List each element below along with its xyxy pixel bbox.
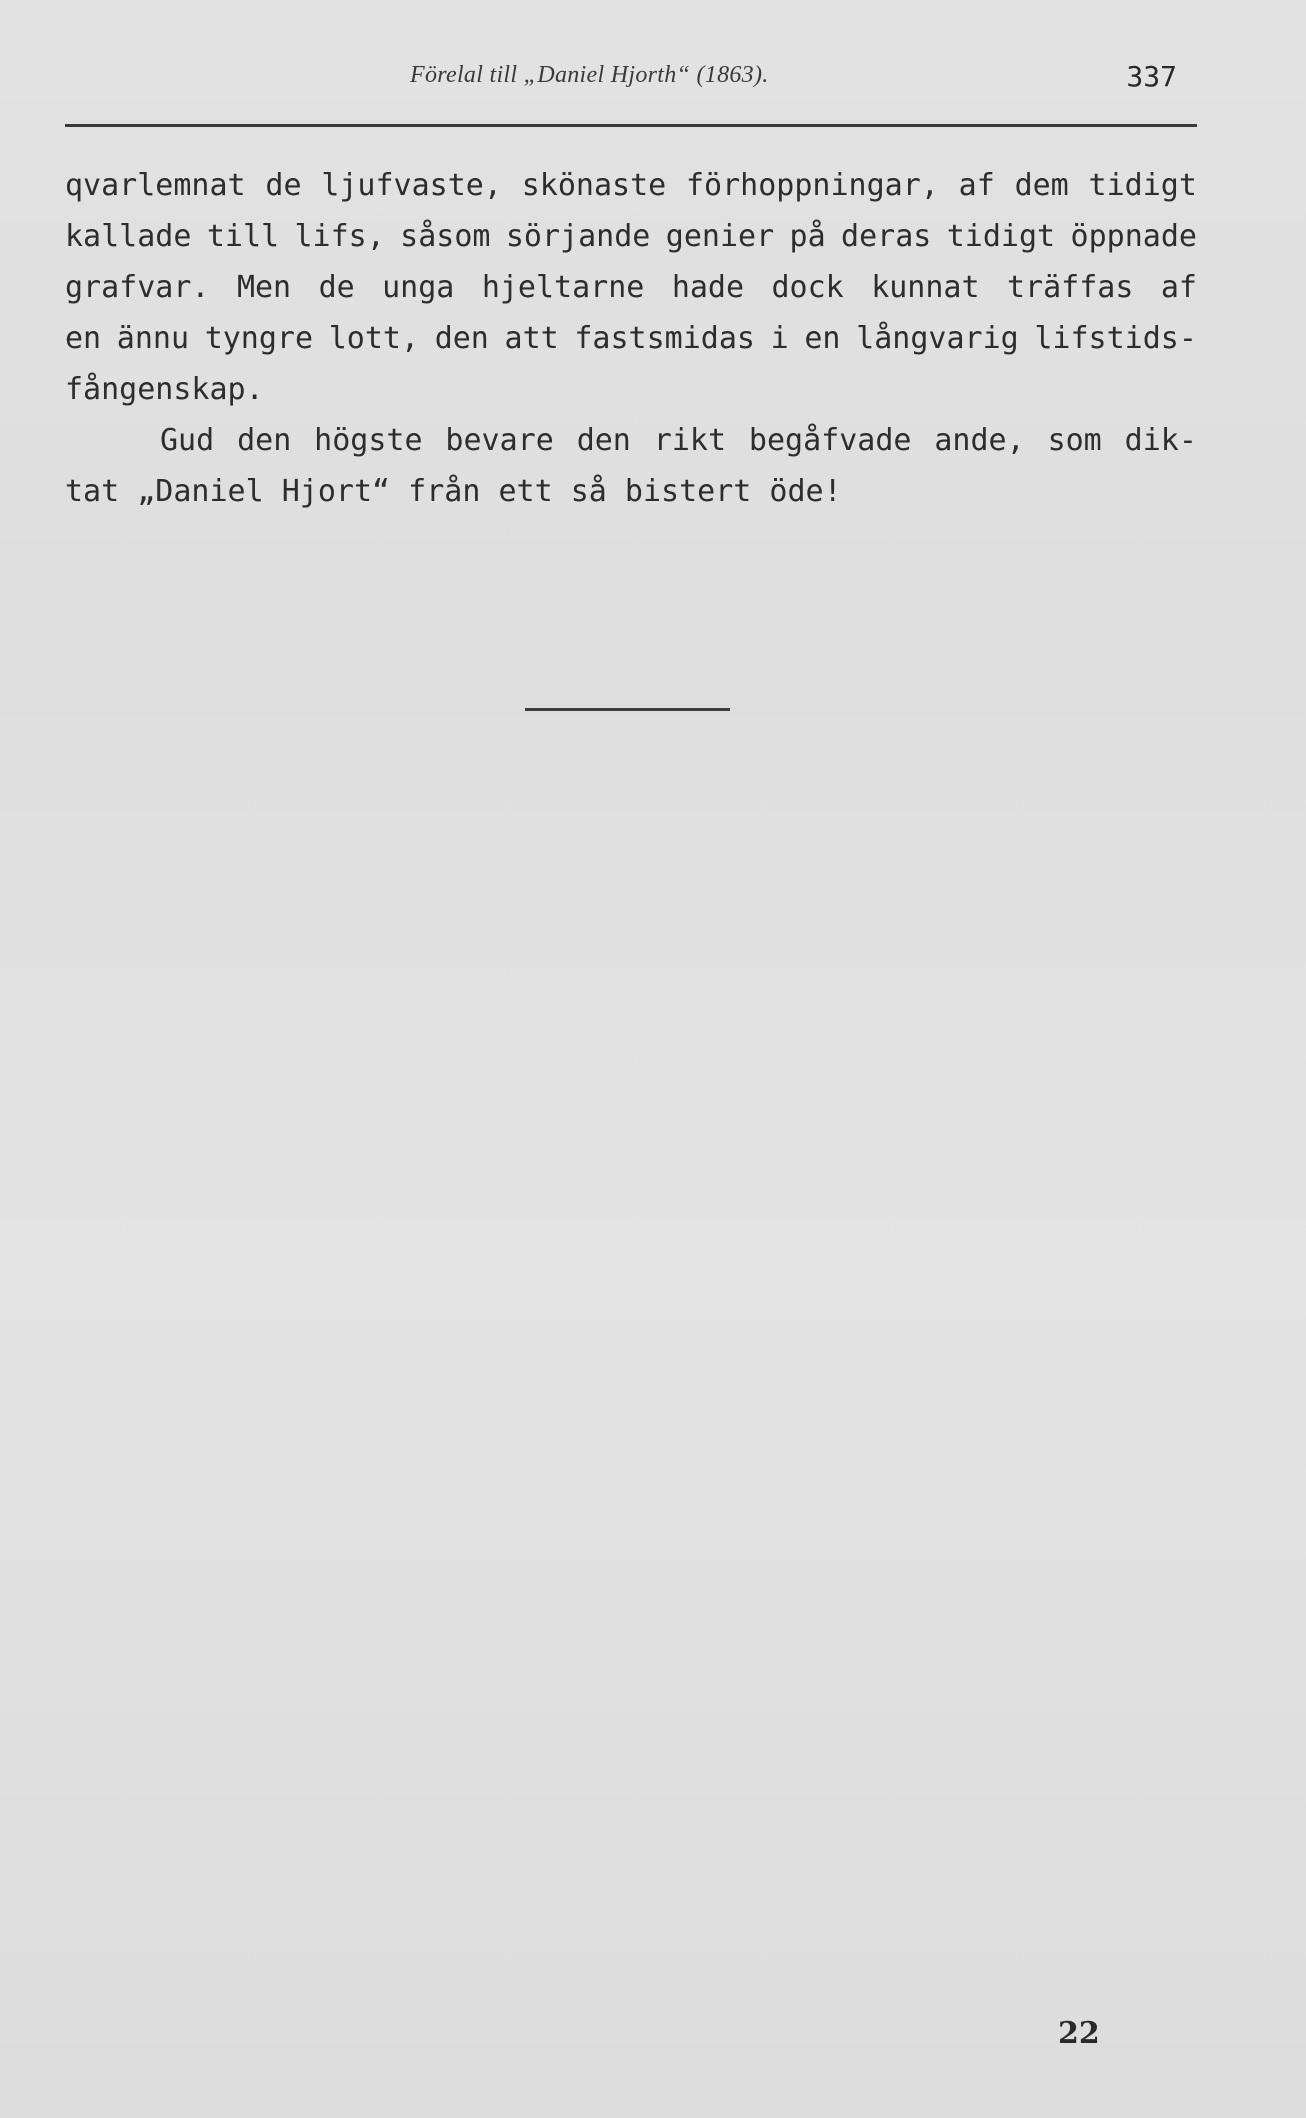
- word: tidigt: [1088, 168, 1197, 203]
- word: såsom: [400, 219, 491, 254]
- word: en: [65, 321, 102, 356]
- word: förhoppningar,: [686, 168, 939, 203]
- word: hjeltarne: [481, 270, 645, 305]
- word: bevare: [445, 423, 554, 458]
- signature-mark: 22: [1058, 2016, 1100, 2051]
- header-rule: [65, 124, 1197, 127]
- text-line-7: tat „Daniel Hjort“ från ett så bistert öde!: [65, 474, 842, 509]
- page-header: [65, 58, 1177, 98]
- word: i: [770, 321, 789, 356]
- word: genier: [665, 219, 775, 254]
- word: kallade: [65, 219, 192, 254]
- word: rikt: [653, 423, 727, 458]
- text-line-3: [65, 262, 1197, 313]
- word: en: [804, 321, 841, 356]
- word: lifstids-: [1034, 321, 1197, 356]
- word: qvarlemnat: [65, 168, 246, 203]
- word: på: [789, 219, 826, 254]
- word: tyngre: [204, 321, 314, 356]
- text-line-6: [65, 415, 1197, 466]
- word: den: [434, 321, 489, 356]
- word: träffas: [1007, 270, 1134, 305]
- word: dik-: [1124, 423, 1197, 458]
- text-line-1: [65, 160, 1197, 211]
- word: ande,: [934, 423, 1025, 458]
- word: de: [265, 168, 302, 203]
- word: de: [318, 270, 355, 305]
- word: begåfvade: [748, 423, 912, 458]
- word: af: [958, 168, 995, 203]
- text-line-5: fångenskap.: [65, 372, 264, 407]
- word: Men: [236, 270, 292, 305]
- word: fastsmidas: [574, 321, 755, 356]
- word: långvarig: [856, 321, 1019, 356]
- word: lifs,: [294, 219, 385, 254]
- word: till: [206, 219, 280, 254]
- word: den: [576, 423, 631, 458]
- word: Gud: [160, 423, 215, 458]
- word: ännu: [116, 321, 190, 356]
- word: att: [504, 321, 559, 356]
- word: af: [1160, 270, 1197, 305]
- word: lott,: [328, 321, 420, 356]
- word: skönaste: [521, 168, 667, 203]
- running-title: Förelal till „Daniel Hjorth“ (1863).: [410, 62, 769, 88]
- word: sörjande: [505, 219, 651, 254]
- word: som: [1047, 423, 1102, 458]
- word: hade: [671, 270, 745, 305]
- word: dem: [1014, 168, 1069, 203]
- word: dock: [771, 270, 844, 305]
- text-line-2: [65, 211, 1197, 262]
- body-text: [65, 160, 1197, 517]
- word: ljufvaste,: [321, 168, 502, 203]
- word: öppnade: [1070, 219, 1197, 254]
- word: tidigt: [946, 219, 1056, 254]
- word: unga: [382, 270, 455, 305]
- page-number: 337: [1126, 60, 1177, 93]
- word: grafvar.: [65, 270, 210, 305]
- text-line-4: [65, 313, 1197, 364]
- section-separator-rule: [525, 708, 730, 711]
- word: den: [237, 423, 292, 458]
- word: kunnat: [871, 270, 980, 305]
- word: deras: [841, 219, 932, 254]
- word: högste: [314, 423, 423, 458]
